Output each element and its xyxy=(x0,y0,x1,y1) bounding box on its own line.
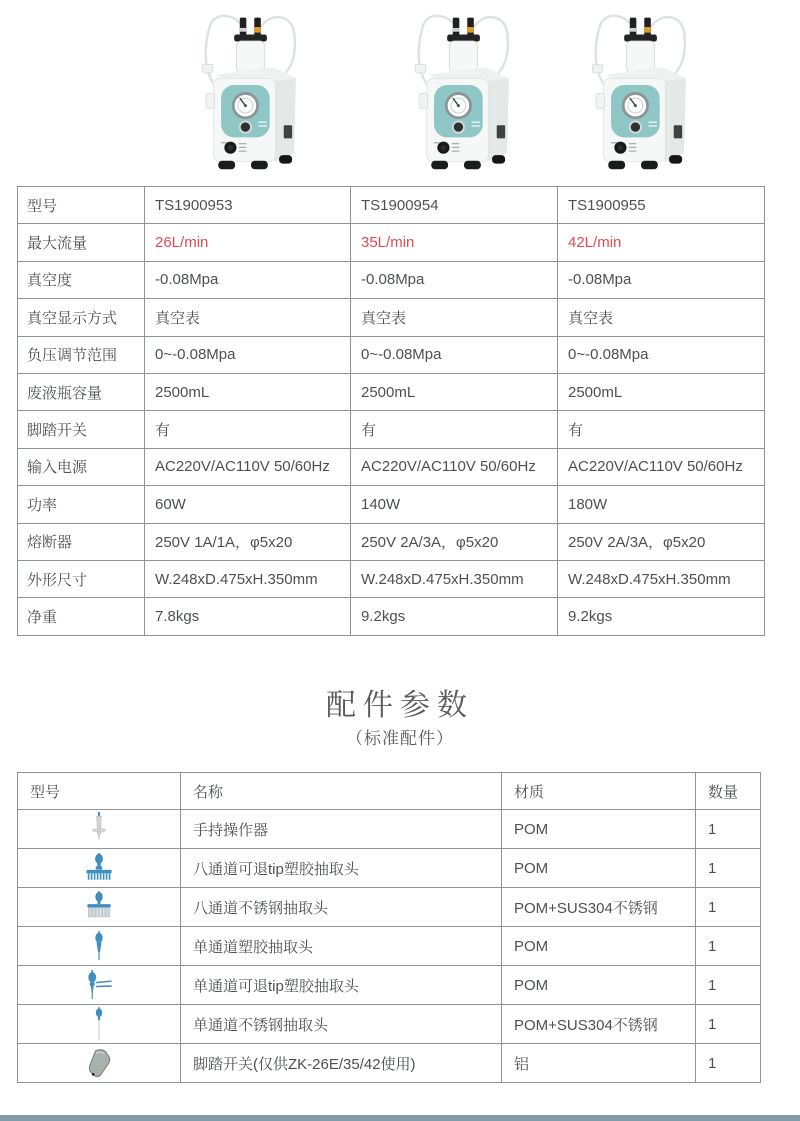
accessory-material: POM+SUS304不锈钢 xyxy=(502,1005,696,1044)
accessory-image-cell xyxy=(18,966,181,1005)
spec-label: 熔断器 xyxy=(18,523,145,560)
accessories-header: 名称 xyxy=(181,773,502,810)
accessories-table xyxy=(17,772,761,1083)
spec-value: 250V 1A/1A，φ5x20 xyxy=(145,523,351,560)
foot-pedal-icon xyxy=(84,1046,114,1080)
vacuum-aspirator-photo xyxy=(190,13,312,172)
spec-value: W.248xD.475xH.350mm xyxy=(351,560,558,597)
spec-value: W.248xD.475xH.350mm xyxy=(558,560,765,597)
accessories-header-row xyxy=(18,773,761,810)
single-channel-stainless-icon xyxy=(92,1007,106,1042)
accessory-image-cell xyxy=(18,810,181,849)
accessories-header: 数量 xyxy=(696,773,761,810)
spec-label: 真空度 xyxy=(18,261,145,298)
spec-value: TS1900954 xyxy=(351,187,558,224)
spec-value: 140W xyxy=(351,486,558,523)
single-channel-plastic-icon xyxy=(92,931,106,962)
spec-value: 有 xyxy=(558,411,765,448)
spec-value: 2500mL xyxy=(351,373,558,410)
spec-row xyxy=(18,373,765,410)
accessory-row xyxy=(18,927,761,966)
accessory-material: 铝 xyxy=(502,1044,696,1083)
accessory-qty: 1 xyxy=(696,1044,761,1083)
spec-row xyxy=(18,224,765,261)
spec-value: AC220V/AC110V 50/60Hz xyxy=(558,448,765,485)
spec-value: AC220V/AC110V 50/60Hz xyxy=(351,448,558,485)
accessory-name: 单通道不锈钢抽取头 xyxy=(181,1005,502,1044)
eight-channel-stainless-icon xyxy=(82,891,116,924)
spec-row xyxy=(18,299,765,336)
spec-value: -0.08Mpa xyxy=(145,261,351,298)
spec-row xyxy=(18,336,765,373)
spec-row xyxy=(18,486,765,523)
accessory-qty: 1 xyxy=(696,1005,761,1044)
accessory-name: 单通道塑胶抽取头 xyxy=(181,927,502,966)
handheld-operator-icon xyxy=(88,812,110,847)
accessory-row xyxy=(18,1044,761,1083)
spec-label: 型号 xyxy=(18,187,145,224)
spec-value: 2500mL xyxy=(558,373,765,410)
accessory-material: POM xyxy=(502,966,696,1005)
footer-accent-bar xyxy=(0,1115,800,1121)
spec-label: 真空显示方式 xyxy=(18,299,145,336)
spec-row xyxy=(18,187,765,224)
spec-value: 有 xyxy=(351,411,558,448)
vacuum-aspirator-photo xyxy=(580,13,702,172)
spec-value: -0.08Mpa xyxy=(558,261,765,298)
accessory-qty: 1 xyxy=(696,966,761,1005)
accessory-name: 单通道可退tip塑胶抽取头 xyxy=(181,966,502,1005)
spec-value: W.248xD.475xH.350mm xyxy=(145,560,351,597)
spec-label: 净重 xyxy=(18,598,145,635)
accessory-material: POM+SUS304不锈钢 xyxy=(502,888,696,927)
accessory-qty: 1 xyxy=(696,888,761,927)
spec-value: 2500mL xyxy=(145,373,351,410)
accessory-name: 脚踏开关(仅供ZK-26E/35/42使用) xyxy=(181,1044,502,1083)
spec-value: TS1900955 xyxy=(558,187,765,224)
accessory-image-cell xyxy=(18,888,181,927)
spec-value: 0~-0.08Mpa xyxy=(351,336,558,373)
accessory-row xyxy=(18,810,761,849)
accessory-row xyxy=(18,888,761,927)
accessories-header: 型号 xyxy=(18,773,181,810)
accessories-title: 配件参数 xyxy=(326,689,474,722)
spec-value: 0~-0.08Mpa xyxy=(558,336,765,373)
spec-value: 0~-0.08Mpa xyxy=(145,336,351,373)
vacuum-aspirator-photo xyxy=(403,13,525,172)
accessory-image-cell xyxy=(18,849,181,888)
spec-row xyxy=(18,523,765,560)
accessories-subtitle: （标准配件） xyxy=(346,729,454,748)
accessory-material: POM xyxy=(502,810,696,849)
spec-row xyxy=(18,448,765,485)
accessory-qty: 1 xyxy=(696,849,761,888)
accessory-image-cell xyxy=(18,1044,181,1083)
spec-row xyxy=(18,560,765,597)
spec-value: -0.08Mpa xyxy=(351,261,558,298)
spec-table xyxy=(17,186,765,636)
spec-value: 9.2kgs xyxy=(558,598,765,635)
accessory-qty: 1 xyxy=(696,927,761,966)
accessory-material: POM xyxy=(502,927,696,966)
spec-row xyxy=(18,598,765,635)
spec-value: 有 xyxy=(145,411,351,448)
spec-label: 最大流量 xyxy=(18,224,145,261)
spec-row xyxy=(18,411,765,448)
accessory-name: 手持操作器 xyxy=(181,810,502,849)
spec-label: 输入电源 xyxy=(18,448,145,485)
accessory-image-cell xyxy=(18,927,181,966)
spec-value-highlight: 26L/min xyxy=(145,224,351,261)
accessory-image-cell xyxy=(18,1005,181,1044)
spec-value-highlight: 35L/min xyxy=(351,224,558,261)
spec-value: 9.2kgs xyxy=(351,598,558,635)
spec-value: AC220V/AC110V 50/60Hz xyxy=(145,448,351,485)
accessory-row xyxy=(18,966,761,1005)
spec-label: 功率 xyxy=(18,486,145,523)
spec-row xyxy=(18,261,765,298)
spec-value: TS1900953 xyxy=(145,187,351,224)
spec-value: 60W xyxy=(145,486,351,523)
accessory-name: 八通道不锈钢抽取头 xyxy=(181,888,502,927)
accessory-material: POM xyxy=(502,849,696,888)
accessory-row xyxy=(18,1005,761,1044)
spec-label: 脚踏开关 xyxy=(18,411,145,448)
spec-value: 真空表 xyxy=(558,299,765,336)
spec-label: 废液瓶容量 xyxy=(18,373,145,410)
spec-label: 外形尺寸 xyxy=(18,560,145,597)
spec-value: 7.8kgs xyxy=(145,598,351,635)
spec-label: 负压调节范围 xyxy=(18,336,145,373)
spec-value: 250V 2A/3A，φ5x20 xyxy=(351,523,558,560)
accessory-row xyxy=(18,849,761,888)
spec-value: 250V 2A/3A，φ5x20 xyxy=(558,523,765,560)
spec-value: 真空表 xyxy=(351,299,558,336)
product-photos xyxy=(0,0,800,186)
spec-value: 真空表 xyxy=(145,299,351,336)
accessories-header: 材质 xyxy=(502,773,696,810)
accessory-name: 八通道可退tip塑胶抽取头 xyxy=(181,849,502,888)
spec-value: 180W xyxy=(558,486,765,523)
accessory-qty: 1 xyxy=(696,810,761,849)
single-channel-tip-ejector-icon xyxy=(84,970,114,1001)
eight-channel-tip-ejector-icon xyxy=(82,853,116,884)
spec-value-highlight: 42L/min xyxy=(558,224,765,261)
